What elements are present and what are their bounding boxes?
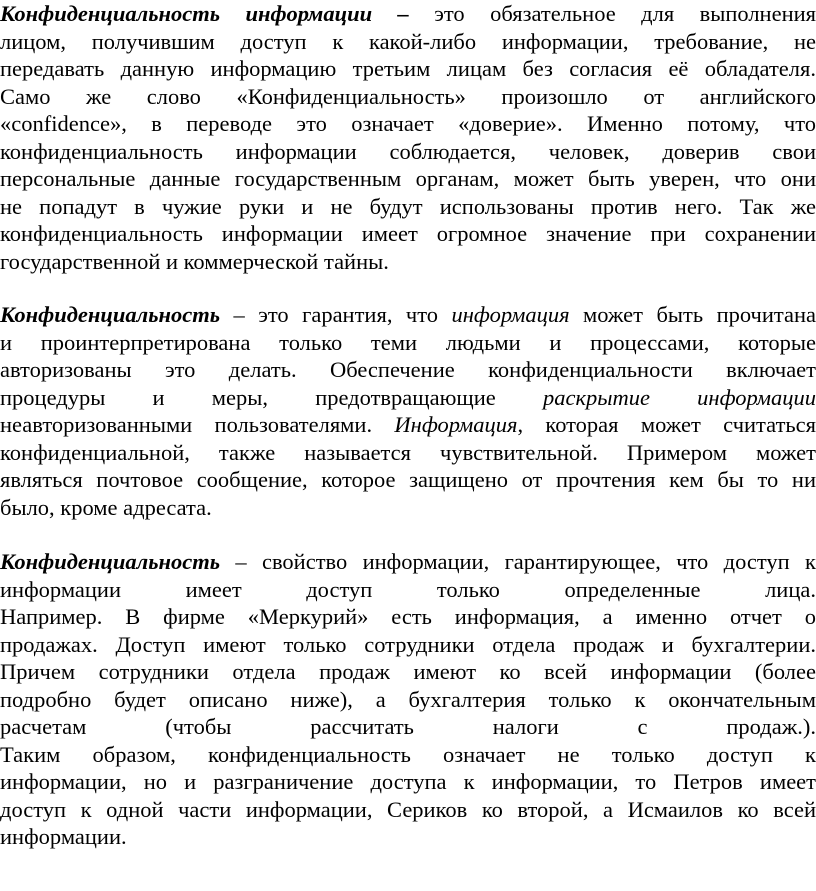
text-segment: являться почтовое сообщение, которое защищено от прочтения кем бы то ни xyxy=(0,467,816,492)
term-italic: Информация xyxy=(394,412,518,437)
text-segment: информации, но и разграничение доступа к информации, то Петров имеет xyxy=(0,769,816,794)
text-line xyxy=(0,329,816,356)
text-line xyxy=(0,686,816,713)
text-segment: конфиденциальность информации имеет огромное значение при сохранении xyxy=(0,221,816,246)
text-line xyxy=(0,713,816,740)
text-segment: авторизованы это делать. Обеспечение конфиденциальности включает xyxy=(0,357,816,382)
text-segment: продажах. Доступ имеют только сотрудники отдела продаж и бухгалтерии. xyxy=(0,631,816,657)
text-line xyxy=(0,83,816,110)
text-line xyxy=(0,28,816,55)
text-segment: информации. xyxy=(0,824,127,849)
text-line xyxy=(0,301,816,328)
text-line xyxy=(0,631,816,658)
text-segment: и проинтерпретирована только теми людьми и процессами, которые xyxy=(0,329,816,355)
text-line xyxy=(0,411,816,438)
text-segment: – это гарантия, что xyxy=(220,302,452,327)
text-segment: информации имеет доступ только определенные лица. xyxy=(0,576,816,602)
text-line xyxy=(0,356,816,383)
text-segment: Таким образом, конфиденциальность означает не только доступ к xyxy=(0,741,816,767)
text-line xyxy=(0,494,816,521)
text-segment: конфиденциальной, также называется чувствительной. Примером может xyxy=(0,439,816,465)
text-segment: конфиденциальность информации соблюдается, человек, доверив свои xyxy=(0,138,816,164)
text-line xyxy=(0,110,816,137)
text-line xyxy=(0,741,816,768)
text-segment: Например. В фирме «Меркурий» есть информация, а именно отчет о xyxy=(0,604,816,629)
text-line xyxy=(0,603,816,630)
text-line xyxy=(0,220,816,247)
term-bold-italic: Конфиденциальность информации xyxy=(0,1,373,26)
text-segment: Само же слово «Конфиденциальность» произошло от английского xyxy=(0,83,816,109)
text-line xyxy=(0,248,816,275)
text-segment: расчетам (чтобы рассчитать налоги с продаж.). xyxy=(0,714,816,739)
term-bold-italic: Конфиденциальность xyxy=(0,549,221,574)
text-segment: – свойство информации, гарантирующее, что доступ к xyxy=(220,549,816,574)
text-segment: персональные данные государственным органам, может быть уверен, что они xyxy=(0,166,816,191)
text-line xyxy=(0,193,816,220)
text-segment: не попадут в чужие руки и не будут использованы против него. Так же xyxy=(0,193,816,219)
text-line xyxy=(0,138,816,165)
term-bold-italic: – xyxy=(372,1,435,26)
text-line xyxy=(0,439,816,466)
text-segment: «confidence», в переводе это означает «доверие». Именно потому, что xyxy=(0,111,816,136)
text-line xyxy=(0,576,816,603)
text-line xyxy=(0,466,816,493)
text-segment: государственной и коммерческой тайны. xyxy=(0,248,389,274)
text-segment: может быть прочитана xyxy=(569,302,816,327)
text-segment: неавторизованными пользователями. xyxy=(0,412,395,437)
text-line xyxy=(0,823,816,850)
term-bold-italic: Конфиденциальность xyxy=(0,302,221,327)
text-segment: это обязательное для выполнения xyxy=(434,1,816,26)
text-segment: подробно будет описано ниже), а бухгалтерия только к окончательным xyxy=(0,686,816,712)
term-italic: информация xyxy=(451,302,570,327)
text-line xyxy=(0,165,816,192)
text-segment: процедуры и меры, предотвращающие xyxy=(0,384,543,410)
text-line xyxy=(0,796,816,823)
text-line xyxy=(0,384,816,411)
text-line xyxy=(0,55,816,82)
text-line xyxy=(0,658,816,685)
text-segment: лицом, получившим доступ к какой-либо информации, требование, не xyxy=(0,28,816,54)
text-segment: было, кроме адресата. xyxy=(0,494,212,520)
text-line xyxy=(0,0,816,27)
text-line xyxy=(0,548,816,575)
text-line xyxy=(0,768,816,795)
text-segment: , которая может считаться xyxy=(517,412,816,437)
text-segment: Причем сотрудники отдела продаж имеют ко всей информации (более xyxy=(0,659,816,684)
term-italic: раскрытие информации xyxy=(542,384,816,410)
text-segment: доступ к одной части информации, Сериков ко второй, а Исмаилов ко всей xyxy=(0,796,816,822)
text-segment: передавать данную информацию третьим лицам без согласия её обладателя. xyxy=(0,56,816,81)
